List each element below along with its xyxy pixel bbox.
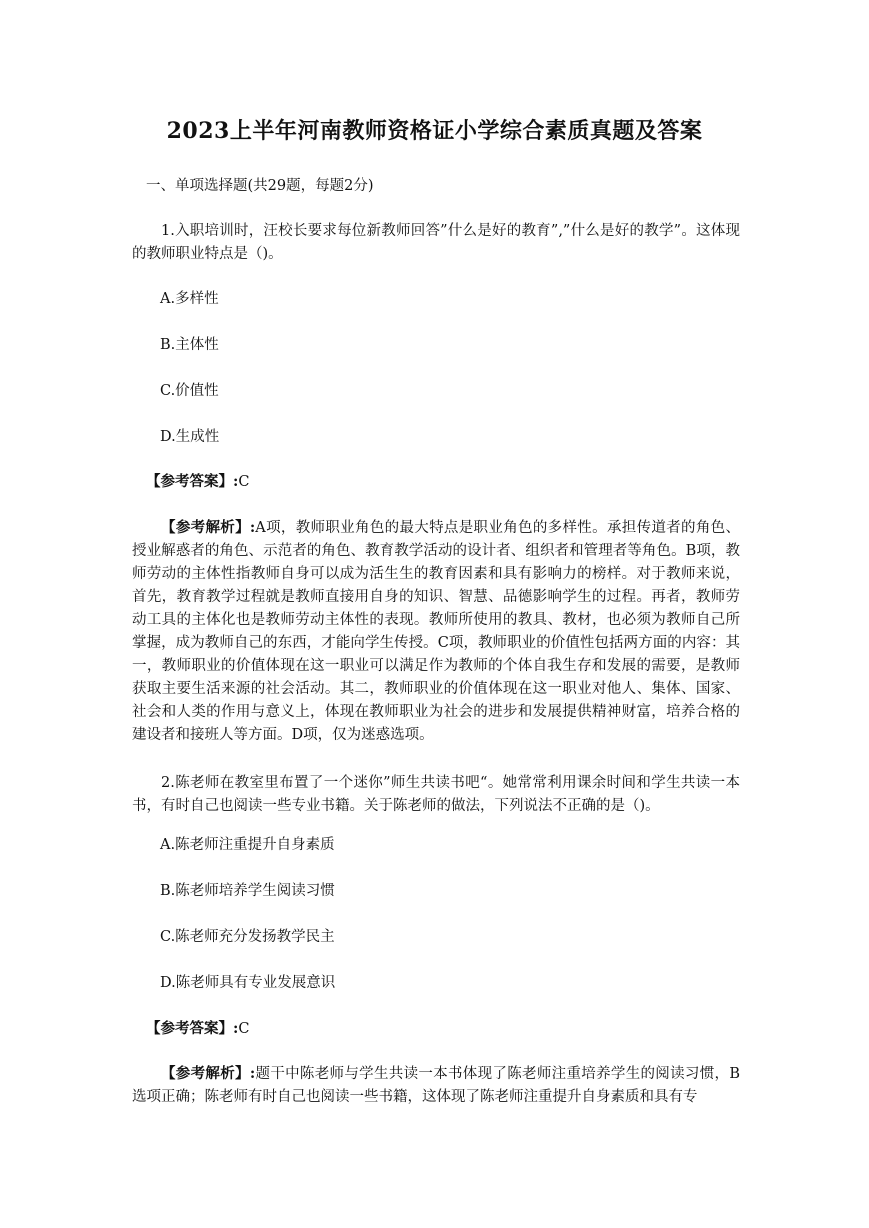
analysis-text: A项，教师职业角色的最大特点是职业角色的多样性。承担传道者的角色、授业解惑者的角色、示范者的角色、教育教学活动的设计者、组织者和管理者等角色。B项，教师劳动的主体性指教师自身可以成为活生生的教育因素和具有影响力的榜样。对于教师来说，首先，教育教学过程就是教师直接用自身的知识、智慧、品德影响学生的过程。再者，教师劳动工具的主体化也是教师劳动主体性的表现。教师所使用的教具、教材，也必须为教师自己所掌握，成为教师自己的东西，才能向学生传授。C项，教师职业的价值性包括两方面的内容：其一，教师职业的价值体现在这一职业可以满足作为教师的个体自我生存和发展的需要，是教师获取主要生活来源的社会活动。其二，教师职业的价值体现在这一职业对他人、集体、国家、社会和人类的作用与意义上，体现在教师职业为社会的进步和发展提供精神财富，培养合格的建设者和接班人等方面。D项，仅为迷惑选项。 [132,520,740,743]
question-1-option-a: A.多样性 [160,291,219,307]
question-1-answer [146,470,754,494]
question-2-stem: 2.陈老师在教室里布置了一个迷你”师生共读书吧“。她常常利用课余时间和学生共读一本书，有时自己也阅读一些专业书籍。关于陈老师的做法，下列说法不正确的是（)。 [132,775,740,814]
question-1-option-b: B.主体性 [160,337,219,353]
question-2-option-c: C.陈老师充分发扬教学民主 [160,929,335,945]
question-2-option-b: B.陈老师培养学生阅读习惯 [160,883,335,899]
question-2-answer [146,1017,754,1041]
section-heading: 一、单项选择题(共29题，每题2分) [146,178,374,194]
answer-label: 【参考答案】: [146,473,239,490]
document-title: 2023上半年河南教师资格证小学综合素质真题及答案 [166,118,703,144]
answer-value: C [238,474,250,490]
question-1-stem: 1.入职培训时，汪校长要求每位新教师回答”什么是好的教育”,”什么是好的教学”。这体现的教师职业特点是（)。 [132,223,740,262]
analysis-text: 题干中陈老师与学生共读一本书体现了陈老师注重培养学生的阅读习惯，B选项正确；陈老师有时自己也阅读一些书籍，这体现了陈老师注重提升自身素质和具有专 [132,1066,740,1105]
question-2-option-d: D.陈老师具有专业发展意识 [160,975,336,991]
question-1-analysis [132,516,740,747]
question-2-option-a: A.陈老师注重提升自身素质 [160,837,335,853]
question-1-option-c: C.价值性 [160,383,219,399]
analysis-label: 【参考解析】: [161,519,256,536]
question-1-option-d: D.生成性 [160,429,220,445]
question-2-analysis [132,1062,740,1109]
answer-label: 【参考答案】: [146,1020,239,1037]
answer-value: C [238,1021,250,1037]
analysis-label: 【参考解析】: [161,1065,256,1082]
